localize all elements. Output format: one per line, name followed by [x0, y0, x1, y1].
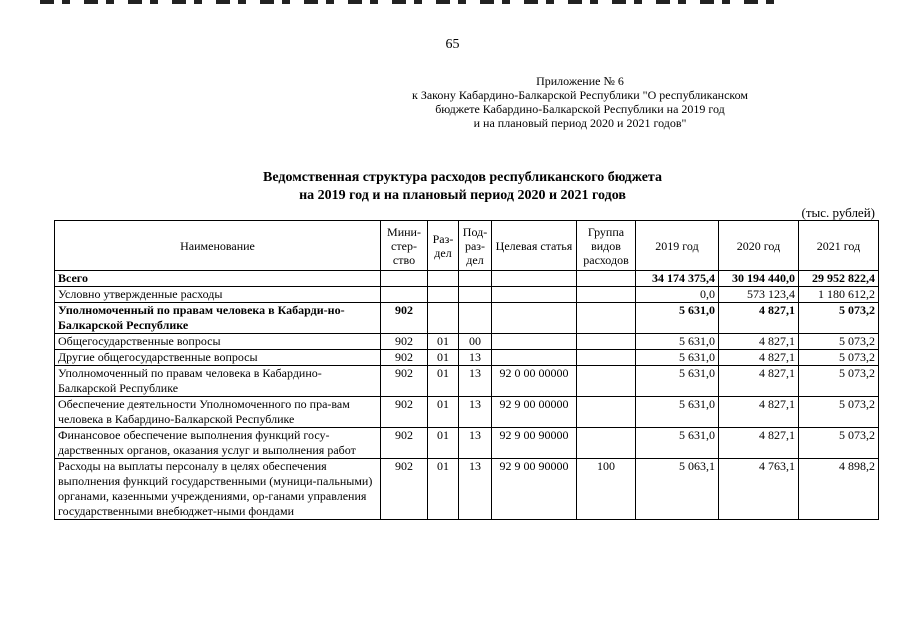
- appendix-line-3: бюджете Кабардино-Балкарской Республики на 2019 год: [435, 102, 725, 116]
- row-target: [492, 350, 577, 366]
- row-2019: 5 631,0: [636, 303, 719, 334]
- row-subsection: 13: [459, 350, 492, 366]
- row-group: [577, 366, 636, 397]
- row-subsection: 13: [459, 459, 492, 520]
- row-group: [577, 397, 636, 428]
- row-2019: 34 174 375,4: [636, 271, 719, 287]
- row-target: 92 9 00 00000: [492, 397, 577, 428]
- row-2019: 5 063,1: [636, 459, 719, 520]
- appendix-line-4: и на плановый период 2020 и 2021 годов": [473, 116, 687, 130]
- header-ministry: Мини-стер-ство: [381, 221, 428, 271]
- row-2020: 573 123,4: [719, 287, 799, 303]
- row-2021: 29 952 822,4: [799, 271, 879, 287]
- table-row: [55, 459, 879, 520]
- header-name: Наименование: [55, 221, 381, 271]
- units-label: (тыс. рублей): [801, 205, 875, 220]
- header-target: Целевая статья: [492, 221, 577, 271]
- row-name: Всего: [55, 271, 381, 287]
- row-2020: 4 827,1: [719, 350, 799, 366]
- row-subsection: [459, 271, 492, 287]
- row-name: Обеспечение деятельности Уполномоченного по пра-вам человека в Кабардино-Балкарской Республике: [55, 397, 381, 428]
- row-group: [577, 287, 636, 303]
- row-group: 100: [577, 459, 636, 520]
- appendix-line-1: Приложение № 6: [536, 74, 624, 88]
- row-ministry: [381, 271, 428, 287]
- row-target: 92 9 00 90000: [492, 428, 577, 459]
- row-2019: 5 631,0: [636, 428, 719, 459]
- row-ministry: 902: [381, 428, 428, 459]
- row-subsection: 00: [459, 334, 492, 350]
- title-line-2: на 2019 год и на плановый период 2020 и 2021 годов: [299, 188, 626, 203]
- appendix-line-2: к Закону Кабардино-Балкарской Республики "О республиканском: [412, 88, 748, 102]
- scan-top-edge-mark: [40, 0, 780, 4]
- table-row: [55, 271, 879, 287]
- row-2021: 1 180 612,2: [799, 287, 879, 303]
- appendix-note: [360, 74, 800, 130]
- page-number: 65: [445, 37, 460, 52]
- row-target: [492, 303, 577, 334]
- row-section: [428, 271, 459, 287]
- row-ministry: 902: [381, 459, 428, 520]
- row-name: Общегосударственные вопросы: [55, 334, 381, 350]
- row-group: [577, 271, 636, 287]
- row-2019: 5 631,0: [636, 334, 719, 350]
- header-2021: 2021 год: [799, 221, 879, 271]
- row-ministry: 902: [381, 303, 428, 334]
- row-ministry: 902: [381, 366, 428, 397]
- row-subsection: [459, 287, 492, 303]
- row-2020: 4 827,1: [719, 428, 799, 459]
- table-row: [55, 366, 879, 397]
- table-row: [55, 287, 879, 303]
- table-header-row: [55, 221, 879, 271]
- row-section: 01: [428, 334, 459, 350]
- row-subsection: 13: [459, 366, 492, 397]
- row-subsection: [459, 303, 492, 334]
- row-2021: 5 073,2: [799, 397, 879, 428]
- header-2019: 2019 год: [636, 221, 719, 271]
- row-ministry: 902: [381, 334, 428, 350]
- document-title: [0, 169, 905, 205]
- row-section: [428, 303, 459, 334]
- row-ministry: [381, 287, 428, 303]
- row-section: [428, 287, 459, 303]
- row-2021: 5 073,2: [799, 428, 879, 459]
- row-target: 92 0 00 00000: [492, 366, 577, 397]
- row-2020: 4 827,1: [719, 303, 799, 334]
- row-name: Другие общегосударственные вопросы: [55, 350, 381, 366]
- row-2021: 5 073,2: [799, 334, 879, 350]
- row-2021: 5 073,2: [799, 303, 879, 334]
- row-group: [577, 350, 636, 366]
- row-target: [492, 271, 577, 287]
- budget-table: [54, 220, 879, 520]
- header-section: Раз-дел: [428, 221, 459, 271]
- row-target: 92 9 00 90000: [492, 459, 577, 520]
- table-row: [55, 428, 879, 459]
- table-row: [55, 334, 879, 350]
- table-row: [55, 303, 879, 334]
- row-group: [577, 428, 636, 459]
- header-subsection: Под-раз-дел: [459, 221, 492, 271]
- row-section: 01: [428, 350, 459, 366]
- row-name: Уполномоченный по правам человека в Кабардино-Балкарской Республике: [55, 366, 381, 397]
- row-subsection: 13: [459, 397, 492, 428]
- row-name: Расходы на выплаты персоналу в целях обеспечения выполнения функций государственными (муници-пальными) органами, казенными учреждениями, ор-ганами управления государственными внебюджет-ными фондами: [55, 459, 381, 520]
- row-2020: 4 827,1: [719, 397, 799, 428]
- header-2020: 2020 год: [719, 221, 799, 271]
- row-group: [577, 303, 636, 334]
- title-line-1: Ведомственная структура расходов республиканского бюджета: [263, 170, 662, 185]
- row-name: Уполномоченный по правам человека в Кабарди-но-Балкарской Республике: [55, 303, 381, 334]
- row-2019: 5 631,0: [636, 397, 719, 428]
- row-2021: 5 073,2: [799, 366, 879, 397]
- row-2019: 5 631,0: [636, 366, 719, 397]
- row-group: [577, 334, 636, 350]
- row-section: 01: [428, 397, 459, 428]
- row-target: [492, 334, 577, 350]
- row-2021: 4 898,2: [799, 459, 879, 520]
- row-2019: 5 631,0: [636, 350, 719, 366]
- row-section: 01: [428, 428, 459, 459]
- row-2020: 4 827,1: [719, 366, 799, 397]
- row-name: Финансовое обеспечение выполнения функций госу-дарственных органов, оказания услуг и выполнения работ: [55, 428, 381, 459]
- row-2020: 30 194 440,0: [719, 271, 799, 287]
- row-2019: 0,0: [636, 287, 719, 303]
- row-ministry: 902: [381, 350, 428, 366]
- row-name: Условно утвержденные расходы: [55, 287, 381, 303]
- row-2020: 4 763,1: [719, 459, 799, 520]
- row-section: 01: [428, 366, 459, 397]
- row-2020: 4 827,1: [719, 334, 799, 350]
- table-row: [55, 350, 879, 366]
- table-row: [55, 397, 879, 428]
- row-ministry: 902: [381, 397, 428, 428]
- row-2021: 5 073,2: [799, 350, 879, 366]
- row-subsection: 13: [459, 428, 492, 459]
- header-group: Группа видов расходов: [577, 221, 636, 271]
- row-section: 01: [428, 459, 459, 520]
- row-target: [492, 287, 577, 303]
